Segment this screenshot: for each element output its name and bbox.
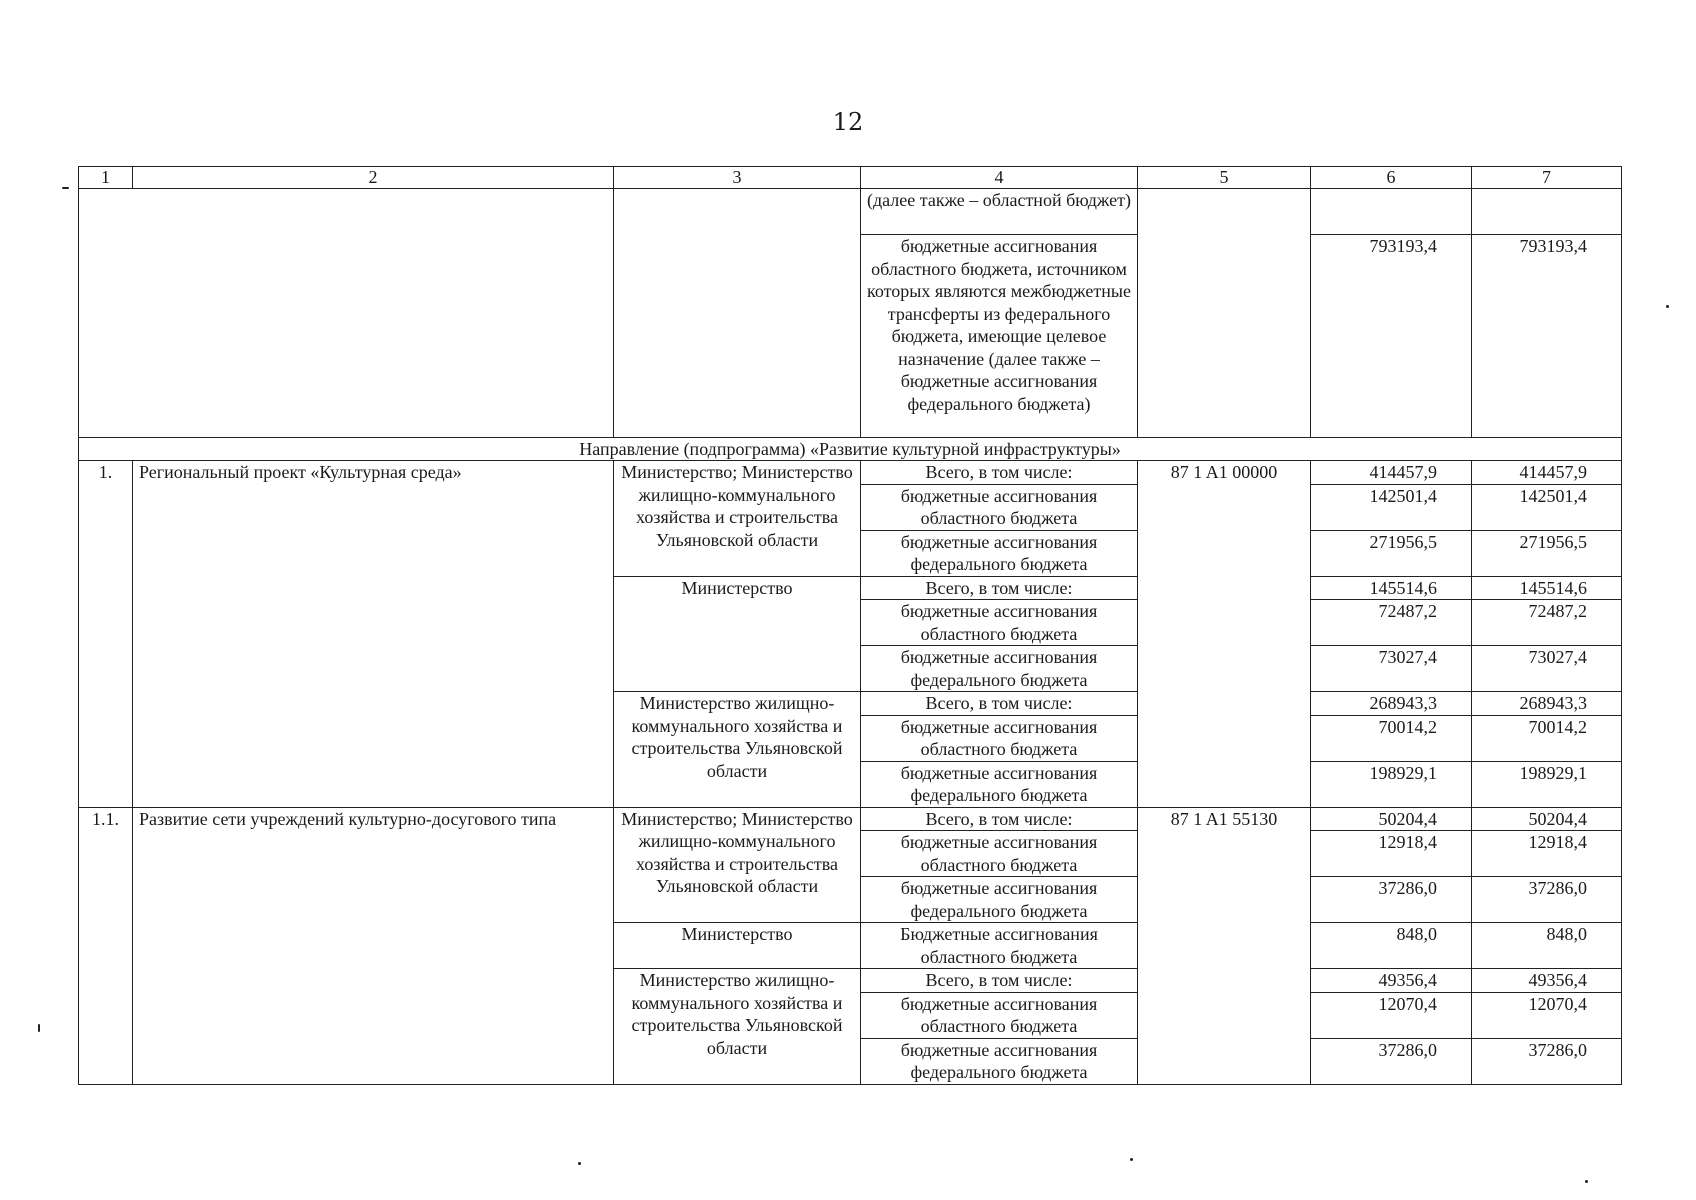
value-col6: 142501,4 <box>1311 484 1472 530</box>
executor-cell: Министерство <box>614 576 861 692</box>
source-federal: бюджетные ассигнования федерального бюджета <box>861 761 1138 807</box>
executor-cell: Министерство; Министерство жилищно-коммунального хозяйства и строительства Ульяновской области <box>614 807 861 923</box>
source-tail-cell: (далее также – областной бюджет) <box>861 189 1138 235</box>
source-regional: бюджетные ассигнования областного бюджета <box>861 600 1138 646</box>
table-row <box>79 807 1622 831</box>
row-name: Развитие сети учреждений культурно-досугового типа <box>133 807 614 1084</box>
value-col6: 12918,4 <box>1311 831 1472 877</box>
col-header-2: 2 <box>133 167 614 189</box>
scan-speck <box>1130 1158 1133 1161</box>
continuation-row <box>79 189 1622 235</box>
header-row <box>79 167 1622 189</box>
value-col6: 37286,0 <box>1311 1038 1472 1084</box>
value-col6: 198929,1 <box>1311 761 1472 807</box>
budget-code: 87 1 A1 55130 <box>1138 807 1311 1084</box>
value-col7: 12918,4 <box>1472 831 1622 877</box>
federal-source-v7: 793193,4 <box>1472 235 1622 438</box>
source-federal: бюджетные ассигнования федерального бюджета <box>861 646 1138 692</box>
source-regional: бюджетные ассигнования областного бюджета <box>861 831 1138 877</box>
value-col7: 271956,5 <box>1472 530 1622 576</box>
executor-cell: Министерство; Министерство жилищно-коммунального хозяйства и строительства Ульяновской области <box>614 461 861 577</box>
value-col6: 268943,3 <box>1311 692 1472 716</box>
value-col6: 73027,4 <box>1311 646 1472 692</box>
value-col7: 37286,0 <box>1472 877 1622 923</box>
continuation-v6-empty <box>1311 189 1472 235</box>
scan-speck <box>1585 1180 1588 1183</box>
executor-cell: Министерство жилищно-коммунального хозяйства и строительства Ульяновской области <box>614 969 861 1085</box>
federal-source-v6: 793193,4 <box>1311 235 1472 438</box>
value-col7: 145514,6 <box>1472 576 1622 600</box>
value-col7: 198929,1 <box>1472 761 1622 807</box>
row-name: Региональный проект «Культурная среда» <box>133 461 614 808</box>
value-col7: 268943,3 <box>1472 692 1622 716</box>
value-col6: 50204,4 <box>1311 807 1472 831</box>
value-col6: 12070,4 <box>1311 992 1472 1038</box>
continuation-v7-empty <box>1472 189 1622 235</box>
scan-speck <box>1666 305 1669 308</box>
col-header-4: 4 <box>861 167 1138 189</box>
value-col6: 414457,9 <box>1311 461 1472 485</box>
continuation-executor-cell <box>614 189 861 438</box>
source-total: Всего, в том числе: <box>861 692 1138 716</box>
col-header-7: 7 <box>1472 167 1622 189</box>
source-regional: Бюджетные ассигнования областного бюджета <box>861 923 1138 969</box>
scan-speck <box>578 1162 581 1165</box>
value-col6: 49356,4 <box>1311 969 1472 993</box>
col-header-3: 3 <box>614 167 861 189</box>
value-col7: 49356,4 <box>1472 969 1622 993</box>
value-col7: 72487,2 <box>1472 600 1622 646</box>
col-header-6: 6 <box>1311 167 1472 189</box>
col-header-5: 5 <box>1138 167 1311 189</box>
col-header-1: 1 <box>79 167 133 189</box>
source-total: Всего, в том числе: <box>861 969 1138 993</box>
source-federal: бюджетные ассигнования федерального бюджета <box>861 1038 1138 1084</box>
source-total: Всего, в том числе: <box>861 807 1138 831</box>
scan-speck <box>38 1024 40 1032</box>
value-col7: 70014,2 <box>1472 715 1622 761</box>
scan-speck <box>62 187 69 189</box>
source-federal: бюджетные ассигнования федерального бюджета <box>861 530 1138 576</box>
value-col6: 37286,0 <box>1311 877 1472 923</box>
value-col6: 70014,2 <box>1311 715 1472 761</box>
value-col7: 142501,4 <box>1472 484 1622 530</box>
section-row <box>79 438 1622 461</box>
value-col6: 72487,2 <box>1311 600 1472 646</box>
executor-cell: Министерство жилищно-коммунального хозяйства и строительства Ульяновской области <box>614 692 861 808</box>
value-col7: 73027,4 <box>1472 646 1622 692</box>
value-col7: 50204,4 <box>1472 807 1622 831</box>
value-col7: 414457,9 <box>1472 461 1622 485</box>
source-federal: бюджетные ассигнования федерального бюджета <box>861 877 1138 923</box>
row-number: 1.1. <box>79 807 133 1084</box>
row-number: 1. <box>79 461 133 808</box>
value-col7: 37286,0 <box>1472 1038 1622 1084</box>
source-regional: бюджетные ассигнования областного бюджета <box>861 992 1138 1038</box>
federal-source-cell: бюджетные ассигнования областного бюджета, источником которых являются межбюджетные трансферты из федерального бюджета, имеющие целевое назначение (далее также – бюджетные ассигнования федерального бюджета) <box>861 235 1138 438</box>
source-regional: бюджетные ассигнования областного бюджета <box>861 715 1138 761</box>
budget-code: 87 1 A1 00000 <box>1138 461 1311 808</box>
executor-cell: Министерство <box>614 923 861 969</box>
section-title: Направление (подпрограмма) «Развитие культурной инфраструктуры» <box>79 438 1622 461</box>
value-col6: 145514,6 <box>1311 576 1472 600</box>
source-total: Всего, в том числе: <box>861 461 1138 485</box>
continuation-empty-cell <box>79 189 614 438</box>
value-col7: 848,0 <box>1472 923 1622 969</box>
continuation-code-cell <box>1138 189 1311 438</box>
source-regional: бюджетные ассигнования областного бюджета <box>861 484 1138 530</box>
page-number: 12 <box>832 108 864 136</box>
value-col7: 12070,4 <box>1472 992 1622 1038</box>
table-row <box>79 461 1622 485</box>
value-col6: 271956,5 <box>1311 530 1472 576</box>
source-total: Всего, в том числе: <box>861 576 1138 600</box>
budget-table <box>78 166 1622 1085</box>
value-col6: 848,0 <box>1311 923 1472 969</box>
